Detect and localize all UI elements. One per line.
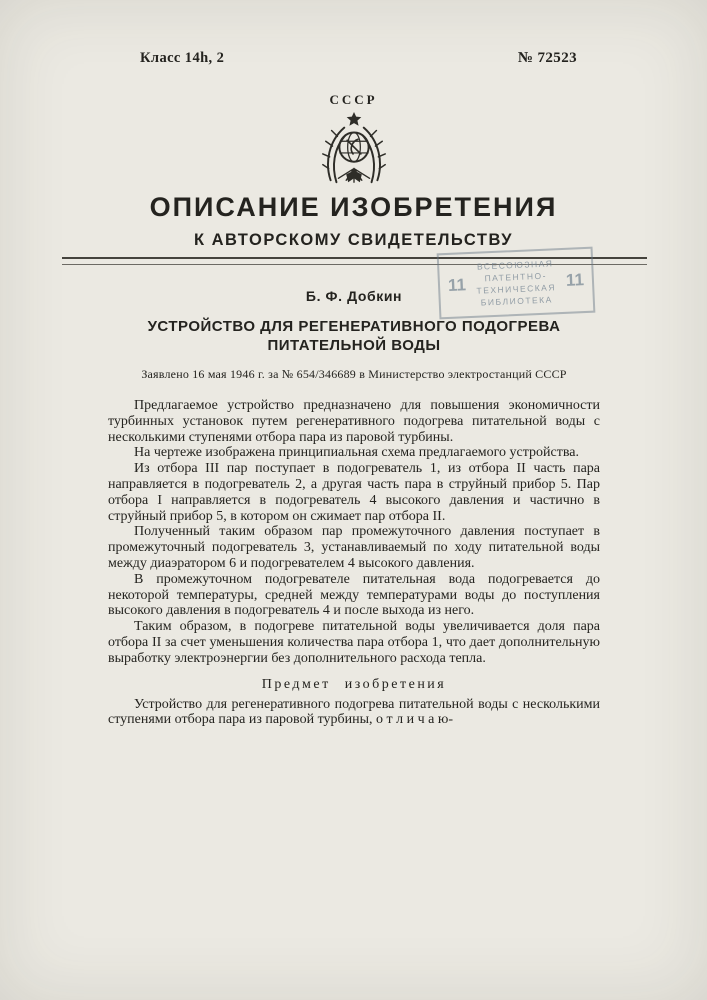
claims-heading: Предмет изобретения <box>261 676 447 692</box>
body-paragraph: В промежуточном подогревателе питательная вода подогревается до некоторой температуры, средней между температурами воды до поступления высокого давления в подогреватель 4 и после выхода из него. <box>108 571 600 619</box>
stamp-mark-left: 11 <box>447 275 467 295</box>
body-paragraph: Предлагаемое устройство предназначено для повышения экономичности турбинных установок путем регенеративного подогрева питательной воды с несколькими ступенями отбора пара из паровой турбины. <box>108 398 600 445</box>
class-label: Класс 14h, 2 <box>140 50 225 66</box>
body-paragraph: Таким образом, в подогреве питательной воды увеличивается доля пара отбора II за счет уменьшения количества пара отбора 1, что дает дополнительную выработку электроэнергии без дополнительного расхода тепла. <box>108 619 600 666</box>
document-title: ОПИСАНИЕ ИЗОБРЕТЕНИЯ <box>149 192 558 222</box>
invention-title-line1: УСТРОЙСТВО ДЛЯ РЕГЕНЕРАТИВНОГО ПОДОГРЕВА <box>147 318 561 335</box>
invention-title <box>108 317 600 355</box>
document-subtitle: К АВТОРСКОМУ СВИДЕТЕЛЬСТВУ <box>193 231 514 249</box>
filing-info: Заявлено 16 мая 1946 г. за № 654/346689 в Министерство электростанций СССР <box>141 367 567 381</box>
stamp-line: БИБЛИОТЕКА <box>480 294 554 308</box>
claims-paragraph: Устройство для регенеративного подогрева питательной воды с несколькими ступенями отбора пара из паровой турбины, о т л и ч а ю- <box>108 696 600 728</box>
stamp-line: ВСЕСОЮЗНАЯ <box>476 258 554 272</box>
document-body <box>108 288 600 728</box>
stamp-mark-right: 11 <box>565 270 585 290</box>
stamp-line: ТЕХНИЧЕСКАЯ <box>476 282 557 296</box>
patent-number: № 72523 <box>517 50 577 66</box>
soviet-emblem-icon <box>0 110 707 192</box>
claims-section <box>108 677 600 729</box>
description-text <box>108 398 600 667</box>
stamp-line: ПАТЕНТНО- <box>484 270 548 284</box>
invention-title-line2: ПИТАТЕЛЬНОЙ ВОДЫ <box>267 337 441 354</box>
author-name: Б. Ф. Добкин <box>305 288 403 304</box>
body-paragraph: На чертеже изображена принципиальная схема предлагаемого устройства. <box>134 445 580 461</box>
body-paragraph: Из отбора III пар поступает в подогреватель 1, из отбора II часть пара направляется в подогреватель 2, а другая часть пара в струйный прибор 5. Пар отбора I направляется в подогреватель 4 высокого давления и частично в струйный прибор 5, в котором он сжимает пар отбора II. <box>108 461 600 524</box>
country-label: СССР <box>329 92 378 107</box>
body-paragraph: Полученный таким образом пар промежуточного давления поступает в промежуточный подогреватель 3, устанавливаемый по ходу питательной воды между диаэратором 6 и подогревателем 4 высокого давления. <box>108 524 600 571</box>
